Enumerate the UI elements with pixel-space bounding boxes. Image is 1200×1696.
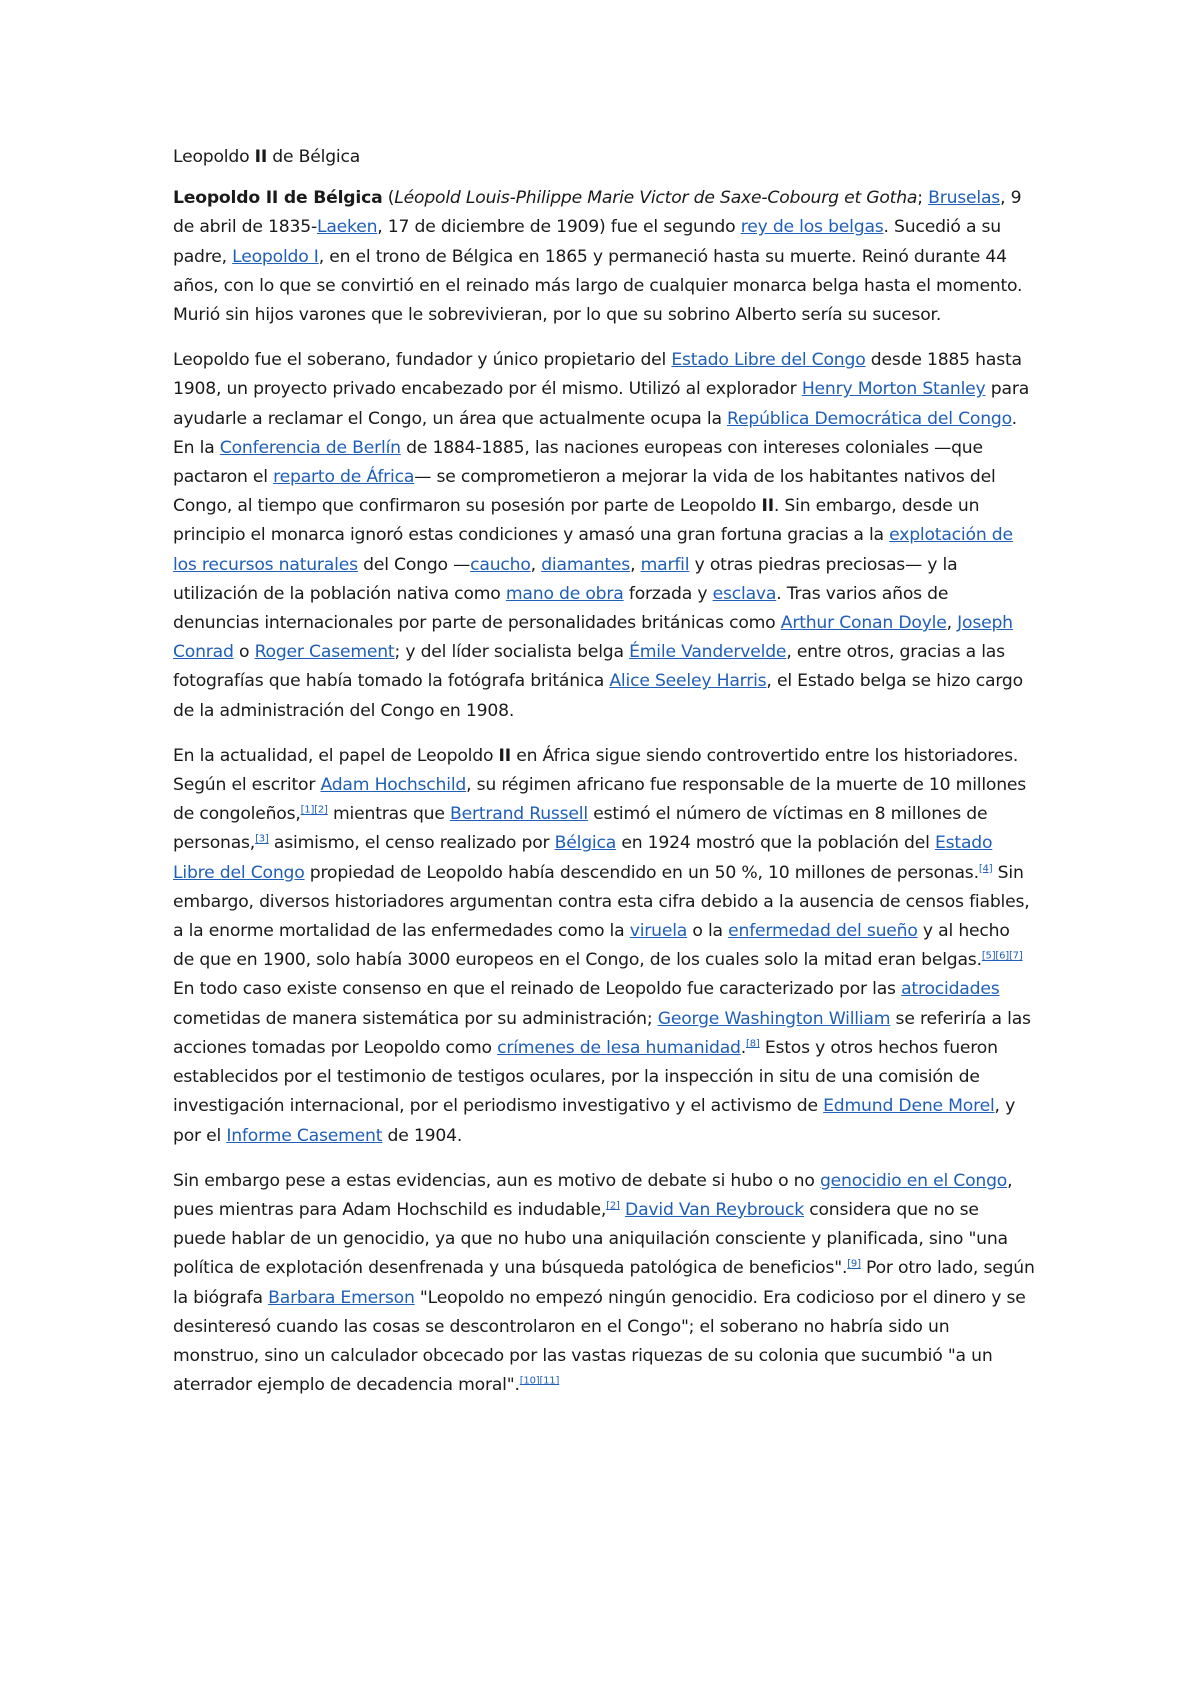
text-run: , su régimen africano fue responsable de la muerte de 10 millones de congoleños, bbox=[173, 775, 1027, 825]
text-run: asimismo, el censo realizado por bbox=[268, 833, 555, 854]
inline-link[interactable]: Laeken bbox=[316, 217, 378, 238]
text-run: Estos y otros hechos fueron establecidos por el testimonio de testigos oculares, por la inspección in situ de una comisión de investigación internacional, por el periodismo investigativo y el activismo de bbox=[173, 1037, 998, 1117]
bold-text: II bbox=[761, 496, 774, 517]
reference-superscript[interactable] bbox=[746, 1038, 760, 1049]
text-run: ( bbox=[382, 188, 395, 209]
inline-link[interactable]: Estado Libre del Congo bbox=[671, 350, 866, 371]
reference-superscript[interactable] bbox=[606, 1200, 620, 1211]
inline-link[interactable]: reparto de África bbox=[273, 467, 415, 488]
text-run: estimó el número de víctimas en 8 millones de personas, bbox=[173, 804, 988, 854]
text-run: desde 1885 hasta 1908, un proyecto privado encabezado por él mismo. Utilizó al explorador bbox=[173, 350, 1022, 400]
document-body bbox=[173, 184, 1035, 1400]
text-run: , pues mientras para Adam Hochschild es indudable, bbox=[173, 1170, 1013, 1220]
inline-link[interactable]: marfil bbox=[640, 554, 690, 575]
text-run: . Sucedió a su padre, bbox=[173, 217, 1001, 267]
inline-link[interactable]: Leopoldo I bbox=[232, 246, 319, 267]
inline-link[interactable]: viruela bbox=[629, 921, 688, 942]
paragraph bbox=[173, 184, 1035, 330]
inline-link[interactable]: diamantes bbox=[541, 554, 631, 575]
reference-link[interactable]: [4] bbox=[978, 862, 993, 874]
inline-link[interactable]: Henry Morton Stanley bbox=[801, 379, 986, 400]
inline-link[interactable]: esclava bbox=[712, 583, 777, 604]
text-run: En la actualidad, el papel de Leopoldo bbox=[173, 745, 499, 766]
text-run: , bbox=[630, 554, 641, 575]
text-run: Leopoldo bbox=[173, 147, 255, 167]
reference-link[interactable]: [10][11] bbox=[519, 1375, 560, 1387]
text-run: . Sin embargo, desde un principio el monarca ignoró estas condiciones y amasó una gran fortuna gracias a la bbox=[173, 496, 980, 546]
inline-link[interactable]: Estado Libre del Congo bbox=[173, 833, 993, 883]
reference-link[interactable]: [3] bbox=[255, 833, 269, 845]
inline-link[interactable]: Edmund Dene Morel bbox=[823, 1096, 995, 1117]
text-run: propiedad de Leopoldo había descendido en un 50 %, 10 millones de personas. bbox=[304, 862, 979, 883]
text-run: , 9 de abril de 1835- bbox=[173, 188, 1022, 238]
inline-link[interactable]: Alice Seeley Harris bbox=[609, 671, 767, 692]
paragraph bbox=[173, 742, 1035, 1151]
text-run: mientras que bbox=[327, 804, 450, 825]
inline-link[interactable]: Informe Casement bbox=[226, 1125, 383, 1146]
document-title bbox=[173, 143, 1035, 172]
inline-link[interactable]: Bruselas bbox=[928, 188, 1001, 209]
inline-link[interactable]: Conferencia de Berlín bbox=[219, 437, 401, 458]
reference-link[interactable]: [1][2] bbox=[300, 804, 328, 816]
inline-link[interactable]: enfermedad del sueño bbox=[728, 921, 918, 942]
text-run: en África sigue siendo controvertido entre los historiadores. Según el escritor bbox=[173, 745, 1019, 796]
reference-link[interactable]: [8] bbox=[746, 1038, 760, 1050]
inline-link[interactable]: Bélgica bbox=[554, 833, 617, 854]
inline-link[interactable]: crímenes de lesa humanidad bbox=[497, 1037, 741, 1058]
bold-text: Leopoldo II de Bélgica bbox=[173, 188, 383, 209]
inline-link[interactable]: Bertrand Russell bbox=[450, 804, 588, 825]
reference-link[interactable]: [2] bbox=[606, 1200, 620, 1212]
text-run: . bbox=[740, 1037, 746, 1058]
inline-link[interactable]: caucho bbox=[470, 554, 531, 575]
text-run: y otras piedras preciosas— y la utilización de la población nativa como bbox=[173, 554, 958, 604]
bold-text: II bbox=[254, 147, 268, 167]
text-run: , en el trono de Bélgica en 1865 y permaneció hasta su muerte. Reinó durante 44 años, con lo que se convirtió en el reinado más largo de cualquier monarca belga hasta el momento. Murió sin hijos varones que le sobrevivieran, por lo que su sobrino Alberto sería su sucesor. bbox=[173, 246, 1023, 326]
inline-link[interactable]: rey de los belgas bbox=[740, 217, 884, 238]
inline-link[interactable]: atrocidades bbox=[901, 979, 1000, 1000]
text-run: ; bbox=[917, 188, 929, 209]
text-run: , y por el bbox=[173, 1096, 1016, 1146]
text-run: de 1904. bbox=[382, 1125, 463, 1146]
inline-link[interactable]: Roger Casement bbox=[254, 642, 395, 663]
document-page bbox=[173, 143, 1035, 1416]
text-run: o bbox=[233, 642, 255, 663]
reference-link[interactable]: [5][6][7] bbox=[981, 950, 1023, 962]
inline-link[interactable]: George Washington William bbox=[657, 1008, 891, 1029]
text-run: "Leopoldo no empezó ningún genocidio. Era codicioso por el dinero y se desinteresó cuando las cosas se descontrolaron en el Congo"; el soberano no habría sido un monstruo, sino un calculador obcecado por las vastas riquezas de su colonia que sucumbió "a un aterrador ejemplo de decadencia moral". bbox=[173, 1287, 1026, 1396]
text-run: , entre otros, gracias a las fotografías que había tomado la fotógrafa británica bbox=[173, 642, 1005, 692]
text-run: Sin embargo pese a estas evidencias, aun es motivo de debate si hubo o no bbox=[173, 1170, 820, 1191]
inline-link[interactable]: genocidio en el Congo bbox=[819, 1170, 1008, 1191]
inline-link[interactable]: Barbara Emerson bbox=[268, 1287, 415, 1308]
reference-superscript[interactable] bbox=[979, 863, 993, 874]
text-run: del Congo — bbox=[357, 554, 471, 575]
reference-link[interactable]: [9] bbox=[847, 1258, 861, 1270]
text-run: o la bbox=[687, 921, 729, 942]
inline-link[interactable]: Arthur Conan Doyle bbox=[780, 613, 947, 634]
paragraph bbox=[173, 1167, 1035, 1401]
text-run: Por otro lado, según la biógrafa bbox=[173, 1258, 1035, 1308]
text-run: Sin embargo, diversos historiadores argumentan contra esta cifra debido a la ausencia de censos fiables, a la enorme mortalidad de las enfermedades como la bbox=[173, 862, 1030, 942]
reference-superscript[interactable] bbox=[301, 805, 328, 816]
text-run: se referiría a las acciones tomadas por Leopoldo como bbox=[173, 1008, 1031, 1058]
inline-link[interactable]: David Van Reybrouck bbox=[625, 1199, 804, 1220]
text-run: . Tras varios años de denuncias internacionales por parte de personalidades británicas como bbox=[173, 583, 949, 634]
text-run: de 1884-1885, las naciones europeas con intereses coloniales —que pactaron el bbox=[173, 437, 983, 488]
reference-superscript[interactable] bbox=[520, 1375, 559, 1386]
inline-link[interactable]: mano de obra bbox=[505, 583, 624, 604]
bold-text: II bbox=[498, 745, 511, 766]
paragraph bbox=[173, 346, 1035, 726]
inline-link[interactable]: Adam Hochschild bbox=[320, 775, 467, 796]
reference-superscript[interactable] bbox=[982, 951, 1023, 962]
text-run: para ayudarle a reclamar el Congo, un área que actualmente ocupa la bbox=[173, 379, 1030, 429]
text-run: En todo caso existe consenso en que el reinado de Leopoldo fue caracterizado por las bbox=[173, 979, 902, 1000]
text-run: — se comprometieron a mejorar la vida de los habitantes nativos del Congo, al tiempo que confirmaron su posesión por parte de Leopoldo bbox=[173, 467, 996, 517]
text-run: , bbox=[946, 613, 958, 634]
inline-link[interactable]: Émile Vandervelde bbox=[629, 642, 787, 663]
text-run: , el Estado belga se hizo cargo de la administración del Congo en 1908. bbox=[173, 671, 1023, 721]
italic-text: Léopold Louis-Philippe Marie Victor de Saxe-Cobourg et Gotha bbox=[394, 188, 918, 209]
inline-link[interactable]: Joseph Conrad bbox=[173, 613, 1013, 663]
text-run: cometidas de manera sistemática por su administración; bbox=[173, 1008, 658, 1029]
text-run: considera que no se puede hablar de un genocidio, ya que no hubo una aniquilación consciente y planificada, sino "una política de explotación desenfrenada y una búsqueda patológica de beneficios". bbox=[173, 1199, 1008, 1279]
text-run: forzada y bbox=[623, 583, 713, 604]
inline-link[interactable]: República Democrática del Congo bbox=[727, 408, 1012, 429]
text-run: . En la bbox=[173, 408, 1017, 458]
text-run: en 1924 mostró que la población del bbox=[616, 833, 935, 854]
text-run: ; y del líder socialista belga bbox=[394, 642, 630, 663]
text-run: y al hecho de que en 1900, solo había 3000 europeos en el Congo, de los cuales solo la mitad eran belgas. bbox=[173, 921, 1010, 971]
text-run: Leopoldo fue el soberano, fundador y único propietario del bbox=[173, 350, 672, 371]
text-run: de Bélgica bbox=[267, 147, 361, 167]
reference-superscript[interactable] bbox=[847, 1259, 861, 1270]
text-run: , bbox=[530, 554, 542, 575]
reference-superscript[interactable] bbox=[255, 834, 269, 845]
text-run: , 17 de diciembre de 1909) fue el segundo bbox=[377, 217, 741, 238]
inline-link[interactable]: explotación de los recursos naturales bbox=[173, 525, 1013, 575]
